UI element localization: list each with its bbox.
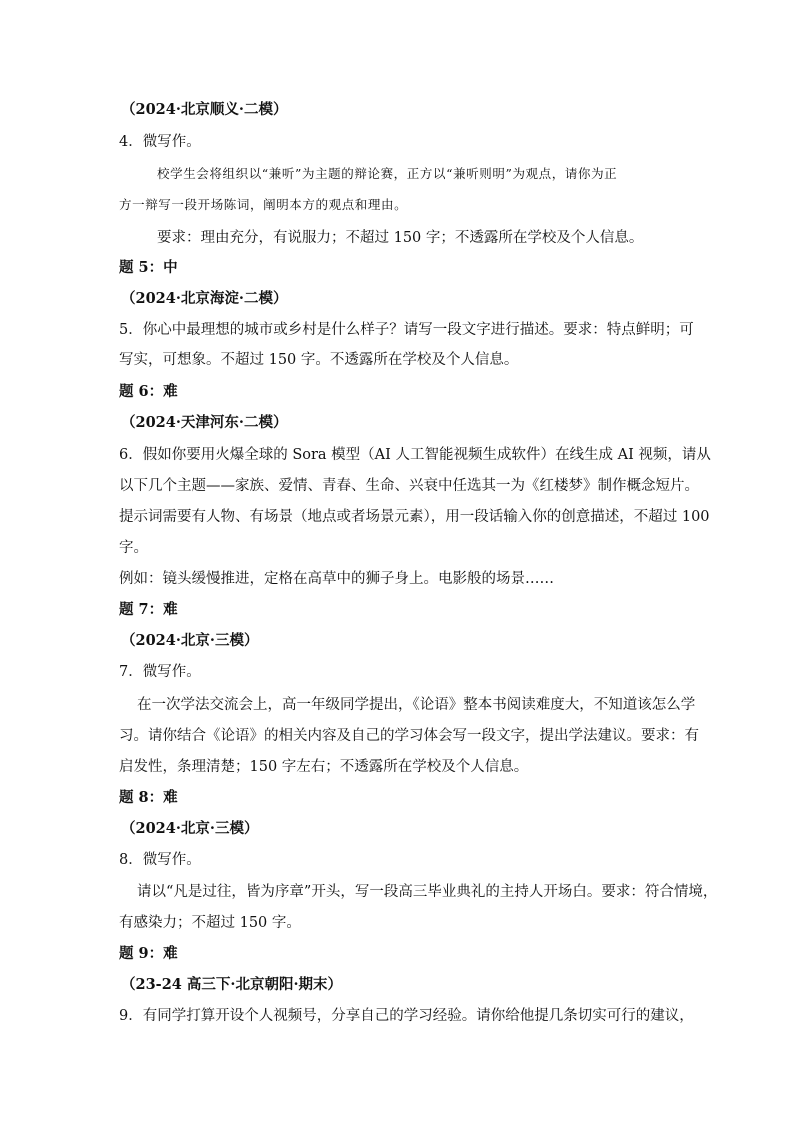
question-requirement: 要求：理由充分，有说服力；不超过 150 字；不透露所在学校及个人信息。 — [157, 230, 644, 246]
question-source: （2024·北京·三模） — [121, 820, 259, 837]
question-body: 习。请你结合《论语》的相关内容及自己的学习体会写一段文字，提出学法建议。要求：有 — [119, 728, 699, 744]
question-example: 例如：镜头缓慢推进，定格在高草中的狮子身上。电影般的场景…… — [119, 571, 554, 587]
question-body: 校学生会将组织以“兼听”为主题的辩论赛，正方以“兼听则明”为观点，请你为正 — [157, 166, 618, 181]
question-stem: 7．微写作。 — [119, 664, 201, 680]
question-source: （23-24 高三下·北京朝阳·期末） — [121, 976, 343, 993]
question-body: 方一辩写一段开场陈词，阐明本方的观点和理由。 — [119, 197, 408, 212]
question-body: 写实，可想象。不超过 150 字。不透露所在学校及个人信息。 — [119, 352, 519, 368]
question-body: 字。 — [119, 540, 148, 556]
question-source: （2024·北京海淀·二模） — [121, 290, 288, 307]
question-stem: 9．有同学打算开设个人视频号，分享自己的学习经验。请你给他提几条切实可行的建议， — [119, 1008, 694, 1024]
question-stem: 6．假如你要用火爆全球的 Sora 模型（AI 人工智能视频生成软件）在线生成 AI 视频，请从 — [119, 447, 711, 463]
question-body: 启发性，条理清楚；150 字左右；不透露所在学校及个人信息。 — [119, 759, 529, 775]
difficulty-heading: 题 7：难 — [119, 601, 178, 618]
difficulty-heading: 题 9：难 — [119, 945, 178, 962]
question-stem: 4．微写作。 — [119, 134, 201, 150]
question-body: 以下几个主题——家族、爱情、青春、生命、兴衰中任选其一为《红楼梦》制作概念短片。 — [119, 478, 699, 494]
question-stem: 5．你心中最理想的城市或乡村是什么样子？请写一段文字进行描述。要求：特点鲜明；可 — [119, 322, 694, 338]
question-source: （2024·北京顺义·二模） — [121, 101, 288, 118]
question-body: 提示词需要有人物、有场景（地点或者场景元素），用一段话输入你的创意描述，不超过 100 — [119, 509, 710, 525]
difficulty-heading: 题 8：难 — [119, 789, 178, 806]
question-body: 有感染力；不超过 150 字。 — [119, 915, 301, 931]
question-source: （2024·天津河东·二模） — [121, 414, 288, 431]
question-body: 请以“凡是过往，皆为序章”开头，写一段高三毕业典礼的主持人开场白。要求：符合情境， — [137, 884, 718, 900]
question-stem: 8．微写作。 — [119, 852, 201, 868]
difficulty-heading: 题 5：中 — [119, 259, 178, 276]
question-body: 在一次学法交流会上，高一年级同学提出，《论语》整本书阅读难度大，不知道该怎么学 — [137, 697, 696, 713]
question-source: （2024·北京·三模） — [121, 632, 259, 649]
difficulty-heading: 题 6：难 — [119, 383, 178, 400]
